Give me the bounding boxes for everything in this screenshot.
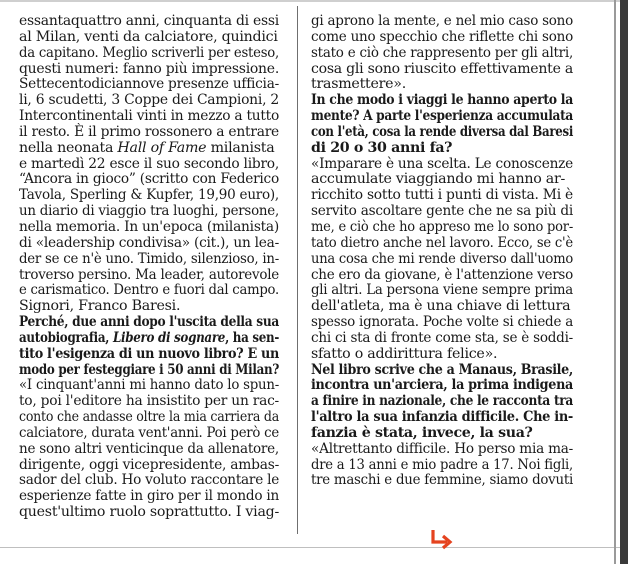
body-line: sfatto o addirittura felice». [311, 345, 498, 362]
question-line: incontra un'arciera, la prima indigena [311, 377, 574, 394]
body-line: il resto. È il primo rossonero a entrare [19, 123, 280, 140]
body-line: tato dietro anche nel lavoro. Ecco, se c'è [311, 234, 573, 251]
body-line: tre maschi e due femmine, siamo dovuti [311, 472, 573, 489]
body-line: nella neonata Hall of Fame milanista [19, 139, 275, 156]
top-border [0, 0, 628, 2]
body-line: questi numeri: fanno più impressione. [19, 60, 280, 77]
article-column-left [19, 14, 279, 521]
question-line: fanzia è stata, invece, la sua? [311, 424, 533, 441]
body-line: me, e ciò che ho appreso me lo sono por- [311, 218, 573, 235]
question-line: con l'età, cosa la rende diversa dal Baresi [311, 123, 574, 140]
body-line: «Altrettanto difficile. Ho perso mia ma- [311, 440, 573, 457]
bottom-rule [0, 547, 628, 548]
body-line: troverso persino. Ma leader, autorevole [19, 266, 279, 283]
body-line: dre a 13 anni e mio padre a 17. Noi figli, [311, 456, 573, 473]
body-line: quest'ultimo ruolo soprattutto. I viag- [19, 504, 279, 521]
body-line: al Milan, venti da calciatore, quindici [19, 28, 278, 45]
question-line: autobiografia, Libero di sognare, ha sen- [19, 329, 279, 346]
body-line: gli altri. La persona viene sempre prima [311, 282, 574, 299]
body-line: spesso ignorata. Poche volte si chiede a [311, 314, 574, 331]
body-line: di «leadership condivisa» (cit.), un lea- [19, 234, 279, 251]
continue-arrow-icon [428, 528, 454, 550]
body-line: dirigente, oggi vicepresidente, ambas- [19, 456, 279, 473]
page-edge-shadow [614, 0, 616, 564]
body-line: e martedì 22 esce il suo secondo libro, [19, 155, 280, 172]
body-line: da capitano. Meglio scriverli per esteso, [19, 44, 280, 61]
body-line: conto che andasse oltre la mia carriera da [19, 409, 279, 426]
question-line: Perché, due anni dopo l'uscita della sua [19, 314, 279, 331]
body-line: e carismatico. Dentro e fuori dal campo. [19, 282, 279, 299]
body-line: essantaquattro anni, cinquanta di essi [19, 13, 280, 29]
book-title: Libero di sognare [112, 329, 226, 346]
question-line: tito l'esigenza di un nuovo libro? E un [19, 345, 280, 362]
body-line: Signori, Franco Baresi. [19, 298, 181, 315]
question-line: Nel libro scrive che a Manaus, Brasile, [311, 361, 573, 378]
body-line: trasmettere». [311, 76, 406, 93]
question-line: mente? A parte l'esperienza accumulata [311, 108, 574, 125]
page-edge [620, 0, 628, 564]
body-line: “Ancora in gioco” (scritto con Federico [19, 171, 279, 188]
body-line: Intercontinentali vinti in mezzo a tutto [19, 108, 280, 125]
book-title: Hall of Fame [117, 139, 207, 156]
body-line: sador del club. Ho voluto raccontare le [19, 472, 280, 489]
body-line: stato e ciò che rappresento per gli altri, [311, 44, 573, 61]
body-line: Settecentodiciannove presenze ufficia- [19, 76, 279, 93]
body-line: der se ce n'è uno. Timido, silenzioso, in- [19, 250, 279, 267]
body-line: servito ascoltare gente che ne sa più di [311, 203, 574, 220]
question-line: modo per festeggiare i 50 anni di Milan? [19, 361, 279, 378]
body-line: ne sono altri venticinque da allenatore, [19, 440, 280, 457]
body-line: to, poi l'editore ha insistito per un rac- [19, 393, 279, 410]
body-line: chi ci sta di fronte come sta, se è soddi- [311, 329, 574, 346]
body-line: calciatore, durata vent'anni. Poi però ce [19, 424, 279, 441]
body-line: Tavola, Sperling & Kupfer, 19,90 euro), [19, 187, 280, 204]
question-line: a finire in nazionale, che le racconta tra [311, 393, 574, 410]
body-line: una cosa che mi rende diverso dall'uomo [311, 250, 574, 267]
body-line: «Imparare è una scelta. Le conoscenze [311, 155, 573, 172]
body-line: come uno specchio che riflette chi sono [311, 28, 573, 45]
body-line: «I cinquant'anni mi hanno dato lo spun- [19, 377, 280, 394]
question-line: l'altro la sua infanzia difficile. Che in- [311, 409, 573, 426]
body-line: accumulate viaggiando mi hanno ar- [311, 171, 566, 188]
article-column-right [311, 14, 573, 489]
body-line: esperienze fatte in giro per il mondo in [19, 488, 280, 505]
body-line: nella memoria. In un'epoca (milanista) [19, 218, 280, 235]
body-line: dell'atleta, ma è una chiave di lettura [311, 298, 571, 315]
question-line: di 20 o 30 anni fa? [311, 139, 453, 156]
body-line: li, 6 scudetti, 3 Coppe dei Campioni, 2 [19, 92, 279, 109]
body-line: che ero da giovane, è l'attenzione verso [311, 266, 573, 283]
body-line: cosa gli sono riuscito effettivamente a [311, 60, 574, 77]
question-line: In che modo i viaggi le hanno aperto la [311, 92, 574, 109]
column-separator [297, 6, 298, 534]
body-line: un diario di viaggio tra luoghi, persone, [19, 203, 280, 220]
body-line: ricchito sotto tutti i punti di vista. Mi è [311, 187, 573, 204]
body-line: gi aprono la mente, e nel mio caso sono [311, 13, 573, 29]
